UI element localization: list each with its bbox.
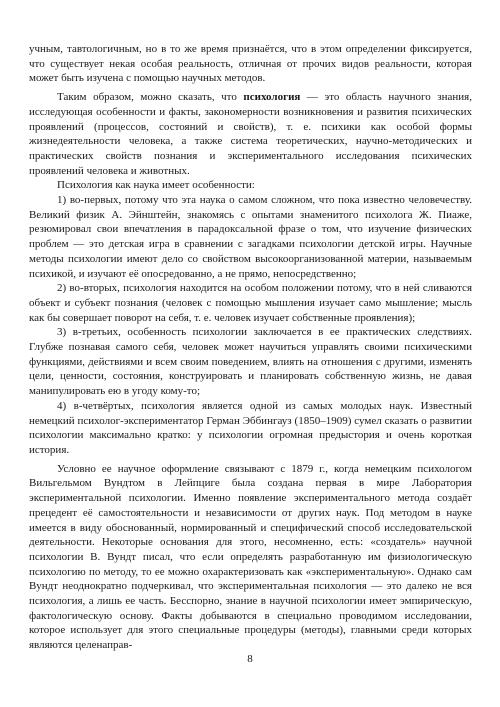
term-psychology: психология <box>243 91 301 104</box>
paragraph: Психология как наука имеет особенности: <box>57 179 255 192</box>
paragraph: учным, тавтологичным, но в то же время признаётся, что в этом определении фиксируется, что существует некая особая реальность, отличная от прочих видов реальности, которая может быть изучена с помощью научных методов. <box>29 43 472 85</box>
paragraph: Условно ее научное оформление связывают с 1879 г., когда немецким психологом Вильгельмом Вундтом в Лейпциге была создана первая в мире Лаборатория экспериментальной психологии. Именно появление экспериментального метода создаёт прецедент её самостоятельности и независимости от других наук. Под методом в науке имеется в виду обоснованный, нормированный и специфический способ исследовательской деятельности. Некоторые основания для этого, несомненно, есть: «создатель» научной психологии В. Вундт писал, что если определять разработанную им физиологическую психологию по методу, то ее можно охарактеризовать как «экспериментальную». Однако сам Вундт неоднократно подчеркивал, что экспериментальная психология — это далеко не вся психология, а лишь ее часть. Бесспорно, знание в научной психологии имеет эмпирическую, фактологическую основу. Факты добываются в специально проводимом исследовании, которое использует для этого специальные процедуры (методы), главными среди которых являются целенаправ- <box>29 462 472 652</box>
list-item: 2) во-вторых, психология находится на особом положении потому, что в ней сливаются объект и субъект познания (человек с помощью мышления изучает само мышление; мысль как бы совершает поворот на себя, т. е. человек изучает собственные проявления); <box>29 282 472 324</box>
definition-lead: Таким образом, можно сказать, что <box>57 91 244 104</box>
definition-body: — это область научного знания, исследующая особенности и факты, закономерности возникновения и развития психических проявлений (процессов, состояний и свойств), т. е. психики как особой формы жизнедеятельности человека, а также система теоретических, научно-методических и практических свойств познания и экспериментального исследования психических проявлений человека и животных. <box>29 91 472 177</box>
list-item: 4) в-четвёртых, психология является одной из самых молодых наук. Известный немецкий психолог-экспериментатор Герман Эббингауз (1850–1909) сумел сказать о развитии психологии максимально кратко: у психологии огромная предыстория и очень короткая история. <box>29 399 472 456</box>
body-text <box>29 42 472 653</box>
page-number: 8 <box>247 653 253 665</box>
list-item: 3) в-третьих, особенность психологии заключается в ее практических следствиях. Глубже познавая самого себя, человек может научиться управлять своими психическими функциями, действиями и всем своим поведением, влиять на отношения с другими, изменять цели, ценности, состояния, конструировать и планировать собственную жизнь, не давая манипулировать ею в угоду кому-то; <box>29 326 472 398</box>
list-item: 1) во-первых, потому что эта наука о самом сложном, что пока известно человечеству. Великий физик А. Эйнштейн, знакомясь с опытами знаменитого психолога Ж. Пиаже, резюмировал свои впечатления в парадоксальной фразе о том, что изучение физических проблем — это детская игра в сравнении с загадками психологии детской игры. Научные методы психологии имеют дело со свойством высокоорганизованной материи, называемым психикой, и изучают её опосредованно, а не прямо, непосредственно; <box>29 194 472 280</box>
paragraph-definition <box>29 90 472 178</box>
